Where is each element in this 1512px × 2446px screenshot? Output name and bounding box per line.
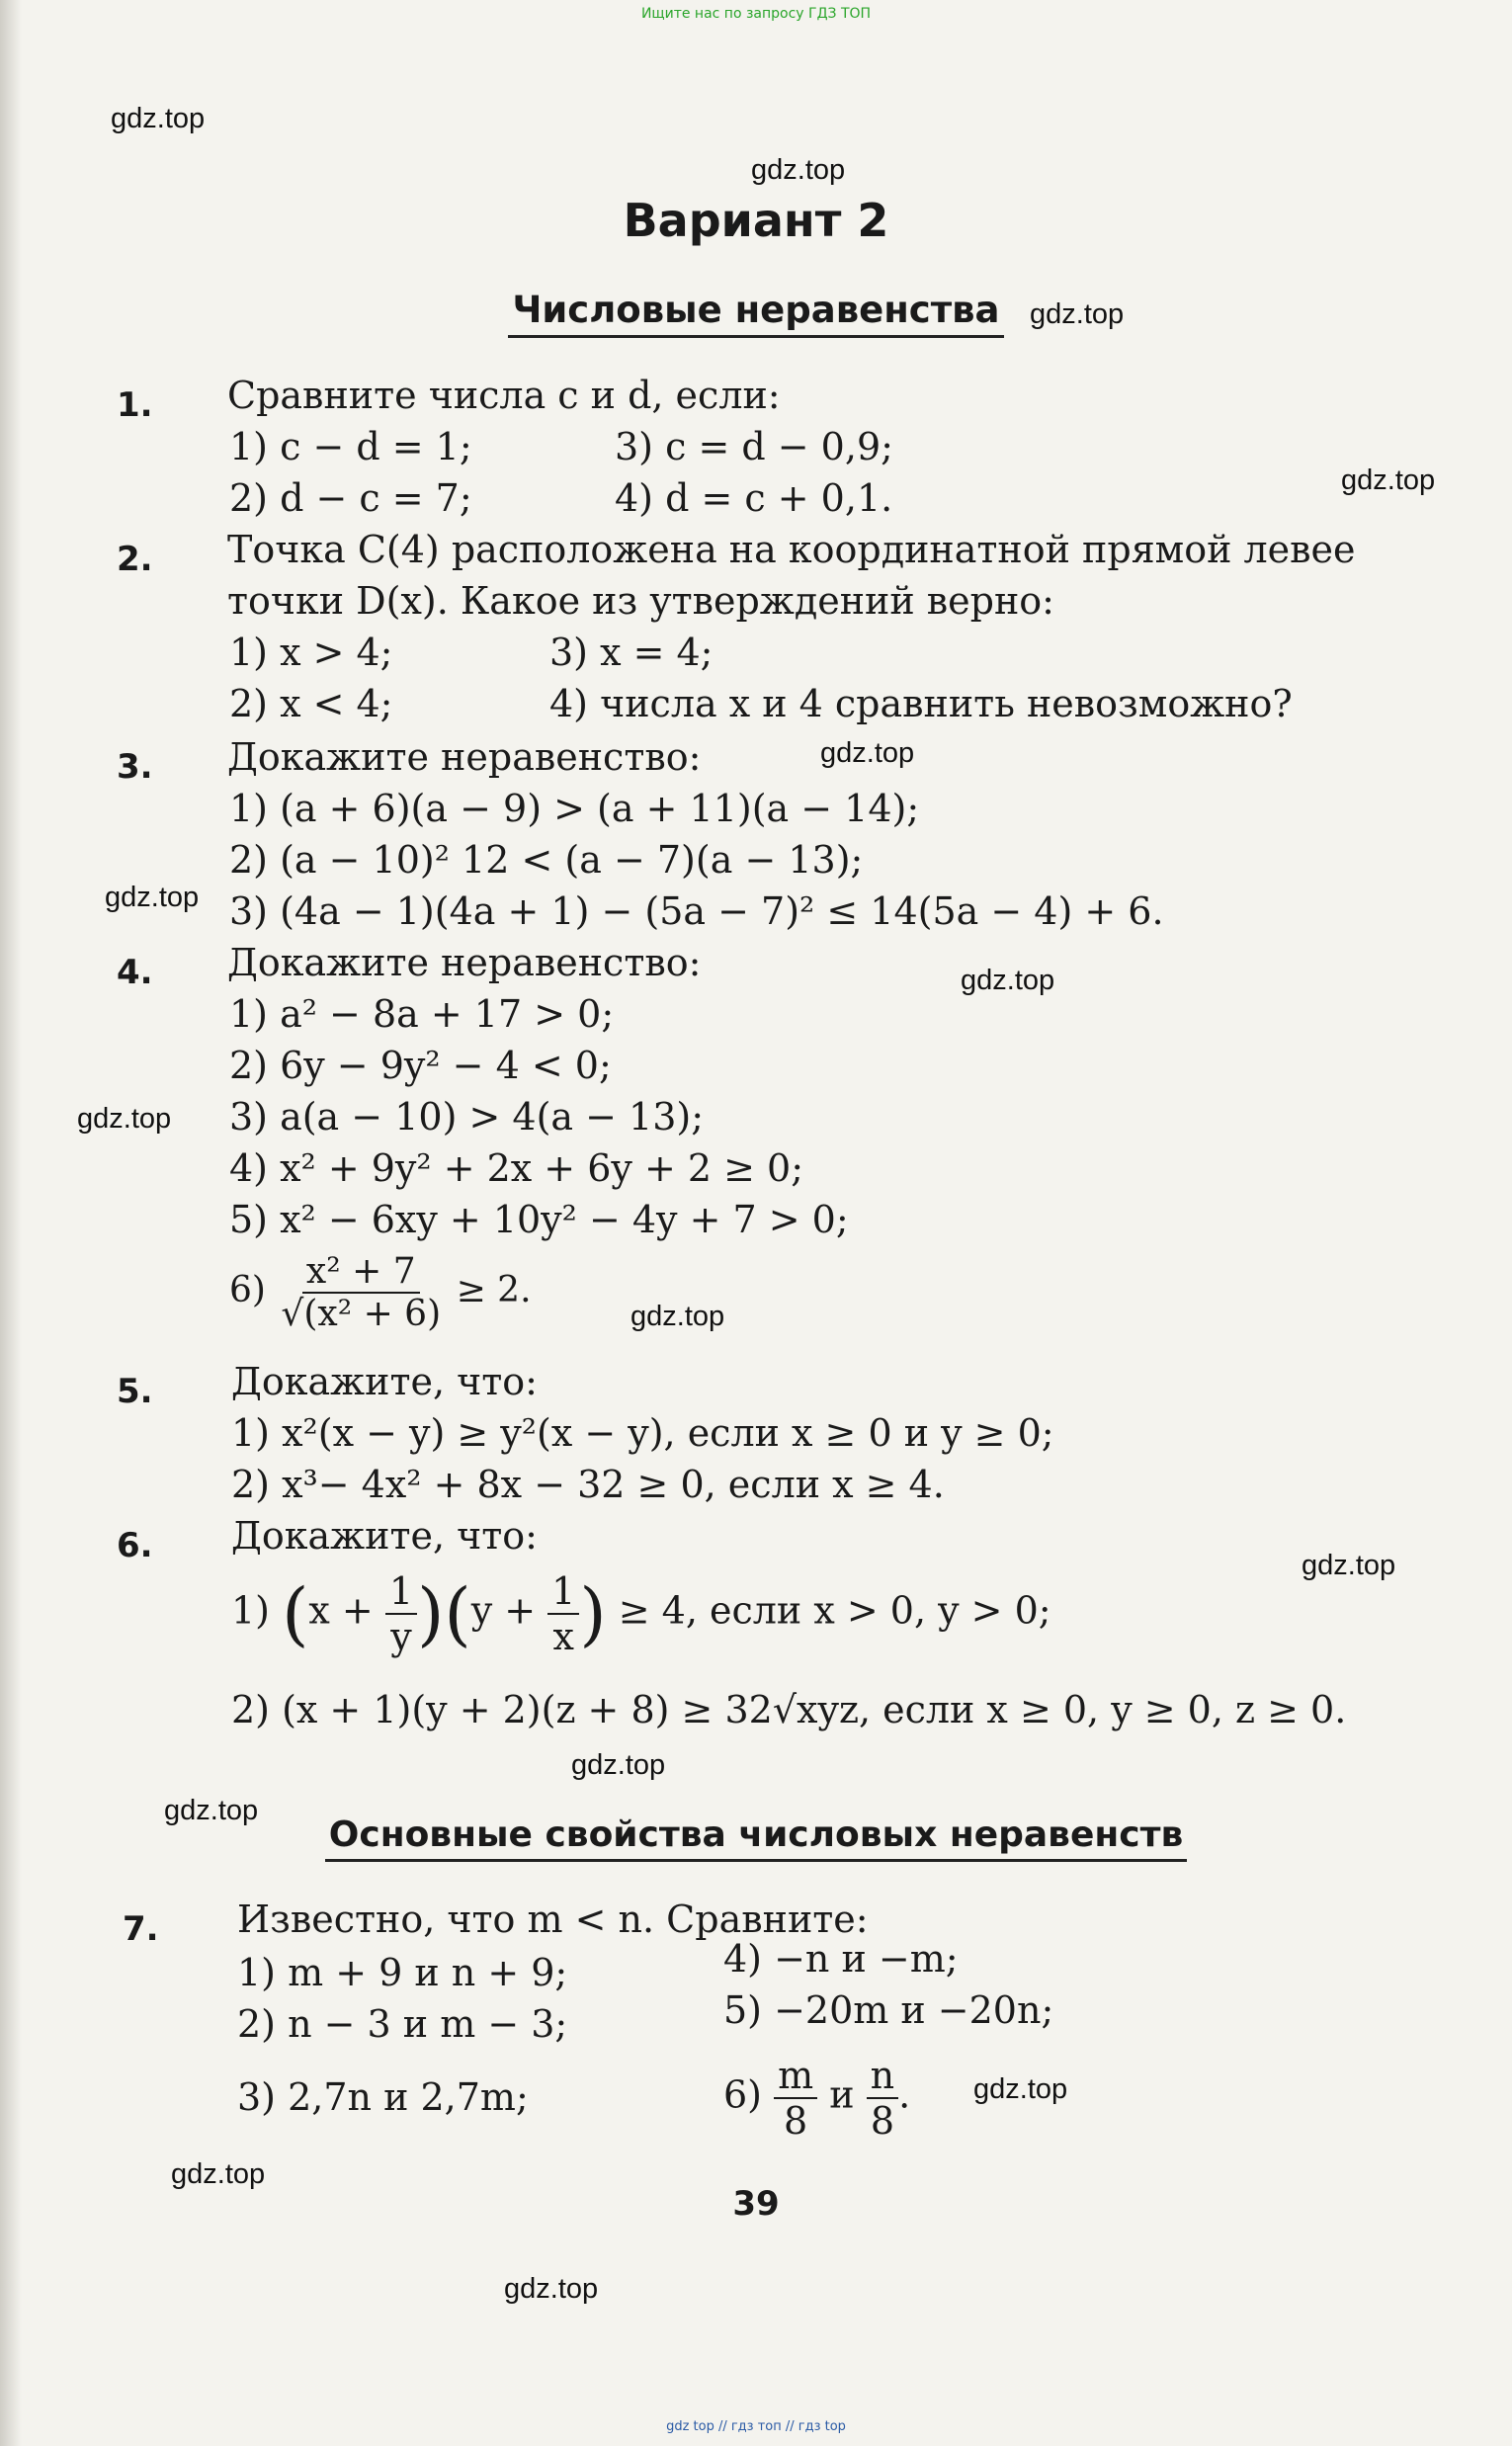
- answer-option: 2) d − c = 7;: [229, 476, 472, 520]
- watermark: gdz.top: [820, 737, 915, 769]
- variant-title: Вариант 2: [623, 194, 889, 247]
- problem-text: Сравните числа c и d, если:: [227, 374, 781, 417]
- watermark: gdz.top: [1341, 464, 1436, 496]
- problem-number: 1.: [117, 385, 153, 425]
- watermark: gdz.top: [1302, 1550, 1396, 1581]
- section-title-properties: Основные свойства числовых неравенств: [0, 1814, 1512, 1855]
- watermark: gdz.top: [571, 1749, 666, 1781]
- problem-text: Известно, что m < n. Сравните:: [237, 1898, 869, 1941]
- answer-option: 3) x = 4;: [549, 631, 714, 674]
- watermark: gdz.top: [1030, 298, 1125, 330]
- problem-number: 6.: [117, 1526, 153, 1565]
- answer-option: 3) 2,7n и 2,7m;: [237, 2075, 529, 2119]
- inequality: 2) (a − 10)² 12 < (a − 7)(a − 13);: [229, 838, 864, 882]
- answer-option: 2) n − 3 и m − 3;: [237, 2002, 568, 2046]
- inequality-fraction: 6) $\frac{\text{x² + 7}}{\text{√(x² + 6)}}$ ≥ 2.: [229, 1251, 532, 1334]
- section-title-inequalities: Числовые неравенства: [0, 289, 1512, 331]
- watermark: gdz.top: [504, 2273, 599, 2305]
- inequality: 4) x² + 9y² + 2x + 6y + 2 ≥ 0;: [229, 1146, 804, 1190]
- inequality: 2) x³− 4x² + 8x − 32 ≥ 0, если x ≥ 4.: [231, 1463, 945, 1506]
- problem-text: Докажите неравенство:: [227, 941, 702, 984]
- inequality: 1) a² − 8a + 17 > 0;: [229, 992, 615, 1036]
- inequality: 2) 6y − 9y² − 4 < 0;: [229, 1044, 612, 1087]
- problem-text: точки D(x). Какое из утверждений верно:: [227, 579, 1054, 623]
- problem-number: 5.: [117, 1372, 153, 1411]
- watermark: gdz.top: [973, 2073, 1068, 2105]
- top-banner[interactable]: Ищите нас по запросу ГДЗ ТОП: [640, 6, 872, 22]
- inequality-fraction: 1) (x + $\frac{1}{y}$ )(y + $\frac{1}{x}$ ) ≥ 4, если x > 0, y > 0;: [231, 1569, 1051, 1658]
- inequality: 5) x² − 6xy + 10y² − 4y + 7 > 0;: [229, 1198, 849, 1241]
- inequality: 3) (4a − 1)(4a + 1) − (5a − 7)² ≤ 14(5a − 4) + 6.: [229, 889, 1164, 933]
- page-edge-shadow: [0, 0, 22, 2446]
- problem-text: Точка C(4) расположена на координатной прямой левее: [227, 528, 1356, 571]
- watermark: gdz.top: [961, 965, 1055, 996]
- bottom-banner[interactable]: gdz top // гдз топ // гдз top: [666, 2419, 846, 2434]
- watermark: gdz.top: [751, 154, 846, 186]
- inequality: 2) (x + 1)(y + 2)(z + 8) ≥ 32√xyz, если x ≥ 0, y ≥ 0, z ≥ 0.: [231, 1688, 1347, 1731]
- answer-option-fraction: 6) $\frac{m}{8}$ и $\frac{n}{8}$ .: [723, 2054, 911, 2143]
- answer-option: 1) x > 4;: [229, 631, 393, 674]
- problem-number: 3.: [117, 747, 153, 787]
- answer-option: 4) −n и −m;: [723, 1937, 959, 1981]
- watermark: gdz.top: [171, 2158, 266, 2190]
- problem-number: 2.: [117, 540, 153, 579]
- fraction-denominator: √(x² + 6): [281, 1294, 442, 1334]
- fraction-numerator: x² + 7: [302, 1251, 420, 1294]
- problem-text: Докажите, что:: [231, 1360, 538, 1403]
- answer-option: 4) числа x и 4 сравнить невозможно?: [549, 682, 1293, 725]
- answer-option: 1) m + 9 и n + 9;: [237, 1951, 568, 1994]
- inequality: 1) (a + 6)(a − 9) > (a + 11)(a − 14);: [229, 787, 920, 830]
- problem-text: Докажите неравенство:: [227, 735, 702, 779]
- watermark: gdz.top: [105, 882, 200, 913]
- answer-option: 1) c − d = 1;: [229, 425, 472, 468]
- watermark: gdz.top: [111, 103, 206, 134]
- answer-option: 2) x < 4;: [229, 682, 393, 725]
- problem-number: 4.: [117, 953, 153, 992]
- watermark: gdz.top: [77, 1103, 172, 1135]
- watermark: gdz.top: [164, 1795, 259, 1826]
- page-number: 39: [732, 2184, 780, 2224]
- answer-option: 5) −20m и −20n;: [723, 1988, 1054, 2032]
- problem-number: 7.: [123, 1909, 159, 1949]
- answer-option: 3) c = d − 0,9;: [615, 425, 893, 468]
- inequality: 1) x²(x − y) ≥ y²(x − y), если x ≥ 0 и y ≥ 0;: [231, 1411, 1054, 1455]
- watermark: gdz.top: [630, 1301, 725, 1332]
- problem-text: Докажите, что:: [231, 1514, 538, 1558]
- answer-option: 4) d = c + 0,1.: [615, 476, 893, 520]
- inequality: 3) a(a − 10) > 4(a − 13);: [229, 1095, 705, 1139]
